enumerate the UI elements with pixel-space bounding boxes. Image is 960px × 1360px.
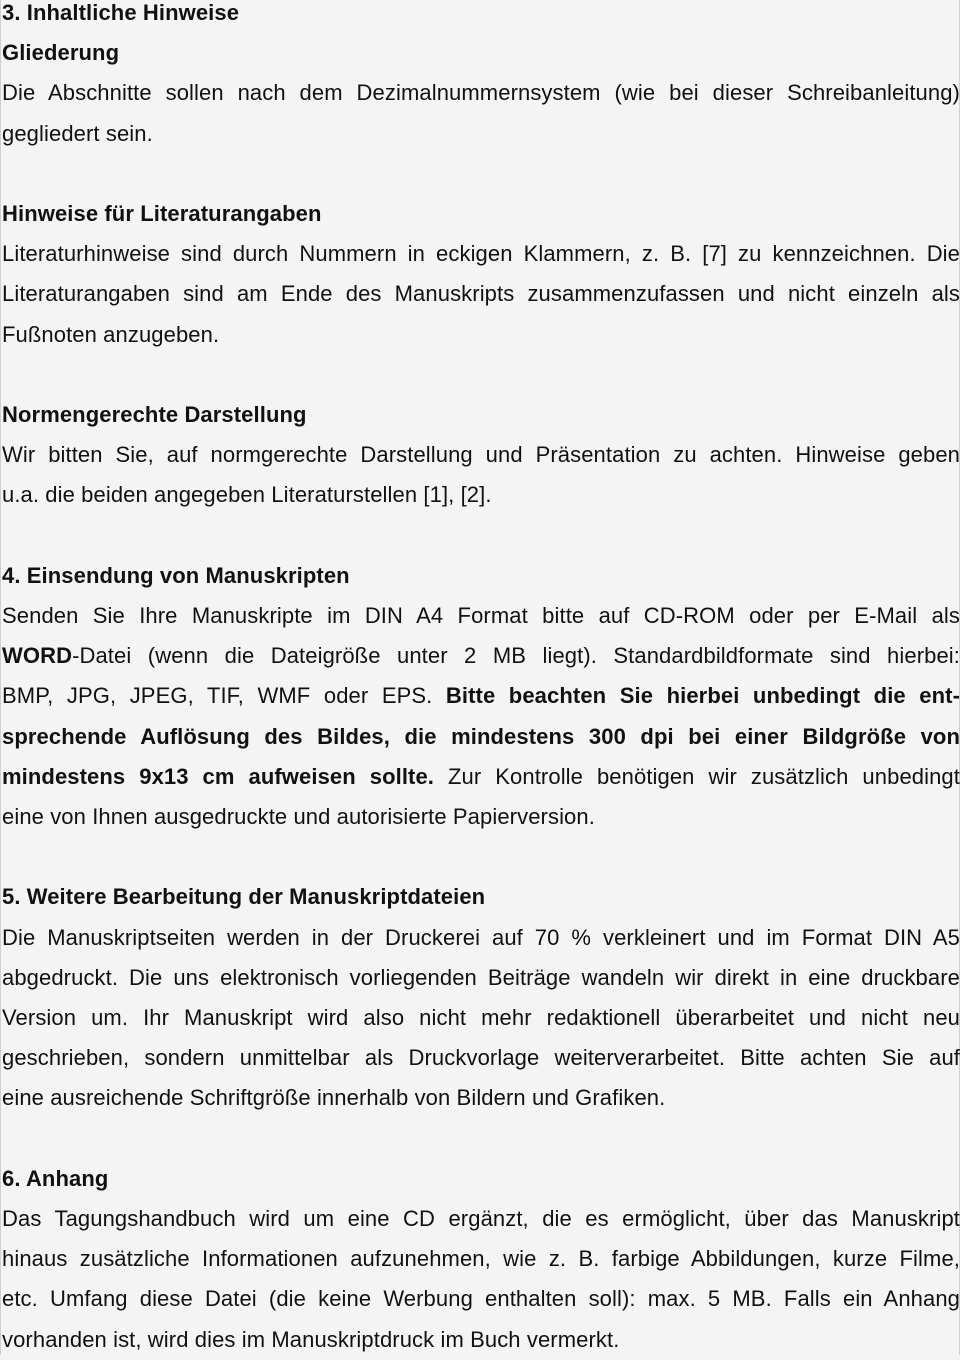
text-line [2, 918, 960, 958]
text-line [2, 1199, 960, 1239]
bold-text: 4. Einsendung von Manuskripten [2, 562, 350, 588]
text: gegliedert sein. [2, 120, 153, 146]
section-heading [2, 194, 960, 234]
section-heading [2, 395, 960, 435]
text-line [2, 596, 960, 636]
text: geschrieben, sondern unmittelbar als Druckvorlage weiterverarbeitet. Bitte achten Sie auf [2, 1045, 960, 1071]
text-line [2, 234, 960, 274]
bold-text: Hinweise für Literaturangaben [2, 201, 322, 226]
text-line [2, 676, 960, 716]
bold-text: Bitte beachten Sie hierbei unbedingt die ent- [445, 683, 960, 709]
text-line [2, 958, 960, 998]
text: -Datei (wenn die Dateigröße unter 2 MB liegt). Standardbildformate sind hierbei: [72, 643, 960, 669]
text: Senden Sie Ihre Manuskripte im DIN A4 Format bitte auf CD-ROM oder per E-Mail als [2, 603, 960, 628]
bold-text: 3. Inhaltliche Hinweise [2, 0, 240, 25]
text-line [2, 274, 960, 314]
text-line [2, 797, 960, 837]
text: eine von Ihnen ausgedruckte und autorisierte Papierversion. [2, 804, 595, 829]
text: Literaturangaben sind am Ende des Manuskripts zusammenzufassen und nicht einzeln als [2, 281, 960, 307]
text: BMP, JPG, JPEG, TIF, WMF oder EPS. [2, 683, 446, 709]
text-line [2, 757, 960, 797]
text: eine ausreichende Schriftgröße innerhalb von Bildern und Grafiken. [2, 1085, 666, 1111]
bold-text: Gliederung [2, 40, 120, 66]
text: Das Tagungshandbuch wird um eine CD ergänzt, die es ermöglicht, über das Manuskript [2, 1206, 960, 1231]
section-heading [2, 33, 960, 73]
text-line [2, 1239, 960, 1279]
text: Die Abschnitte sollen nach dem Dezimalnummernsystem (wie bei dieser Schreibanleitung) [2, 80, 960, 106]
text: u.a. die beiden angegeben Literaturstellen [1], [2]. [2, 482, 492, 508]
text: vorhanden ist, wird dies im Manuskriptdruck im Buch vermerkt. [2, 1326, 620, 1352]
text-line [2, 1320, 960, 1360]
text: abgedruckt. Die uns elektronisch vorliegenden Beiträge wandeln wir direkt in eine druckbare [2, 964, 960, 990]
section-heading [2, 0, 960, 33]
text: Zur Kontrolle benötigen wir zusätzlich unbedingt [434, 763, 960, 789]
bold-text: mindestens 9x13 cm aufweisen sollte. [2, 763, 435, 789]
text-line [2, 1038, 960, 1078]
text-line [2, 1078, 960, 1118]
bold-text: 5. Weitere Bearbeitung der Manuskriptdateien [2, 884, 486, 910]
bold-text: Normengerechte Darstellung [2, 402, 307, 427]
bold-text: sprechende Auflösung des Bildes, die mindestens 300 dpi bei einer Bildgröße von [2, 723, 960, 749]
text-line [2, 315, 960, 355]
text: Version um. Ihr Manuskript wird also nicht mehr redaktionell überarbeitet und nicht neu [2, 1005, 960, 1030]
text-line [2, 998, 960, 1038]
text-line [2, 73, 960, 113]
text-line [2, 435, 960, 475]
text-line [2, 1279, 960, 1319]
bold-text: WORD [2, 643, 73, 669]
text-line [2, 475, 960, 515]
text: hinaus zusätzliche Informationen aufzunehmen, wie z. B. farbige Abbildungen, kurze Filme, [2, 1246, 960, 1272]
text: etc. Umfang diese Datei (die keine Werbung enthalten soll): max. 5 MB. Falls ein Anhang [2, 1286, 960, 1312]
text: Fußnoten anzugeben. [2, 321, 220, 347]
text: Wir bitten Sie, auf normgerechte Darstellung und Präsentation zu achten. Hinweise geben [2, 442, 960, 468]
bold-text: 6. Anhang [2, 1165, 109, 1191]
text-line [2, 717, 960, 757]
section-heading [2, 877, 960, 917]
text: Literaturhinweise sind durch Nummern in eckigen Klammern, z. B. [7] zu kennzeichnen. Die [2, 241, 960, 267]
section-heading [2, 1159, 960, 1199]
text-line [2, 114, 960, 154]
section-heading [2, 556, 960, 596]
text: Die Manuskriptseiten werden in der Druckerei auf 70 % verkleinert und im Format DIN A5 [2, 924, 960, 950]
text-line [2, 636, 960, 676]
